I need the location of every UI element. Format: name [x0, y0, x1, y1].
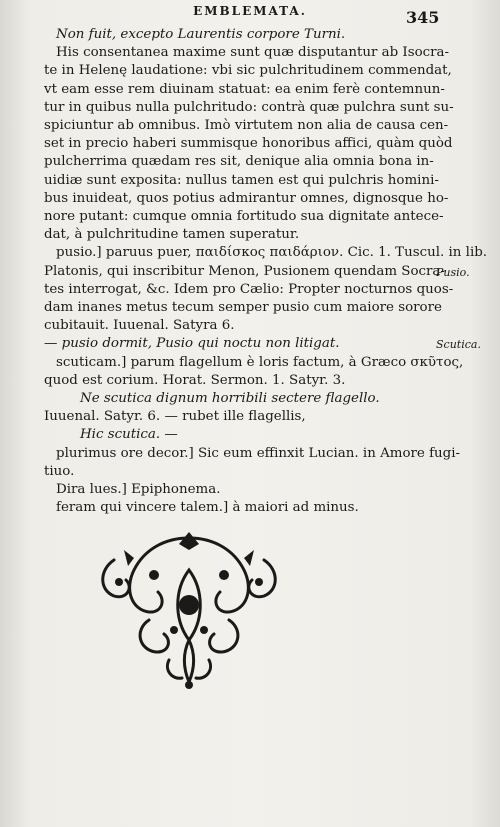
- text-line: Dira lues.] Epiphonema.: [56, 482, 221, 498]
- text-line: Platonis, qui inscribitur Menon, Pusionem quendam Socra-: [44, 263, 445, 279]
- fleuron-ornament-icon: [94, 530, 284, 690]
- margin-note: Scutica.: [436, 338, 481, 352]
- text-line: dat, à pulchritudine tamen superatur.: [44, 227, 300, 243]
- text-line: set in precio haberi summisque honoribus affici, quàm quòd: [44, 136, 453, 152]
- text-line: uidiæ sunt exposita: nullus tamen est qui pulchris homini-: [44, 172, 439, 188]
- text-line: quod est corium. Horat. Sermon. 1. Satyr. 3.: [44, 372, 346, 388]
- margin-note: Pusio.: [436, 265, 470, 279]
- text-line: Non fuit, excepto Laurentis corpore Turni.: [56, 27, 346, 42]
- text-line: tes interrogat, &c. Idem pro Cælio: Propter nocturnos quos-: [44, 281, 454, 297]
- text-line: — pusio dormit, Pusio qui noctu non litigat.: [44, 336, 340, 352]
- running-head: EMBLEMATA.: [193, 4, 307, 18]
- text-line: bus inuideat, quos potius admirantur omnes, dignosque ho-: [44, 190, 449, 206]
- text-line: vt eam esse rem diuinam statuat: ea enim ferè contemnun-: [44, 81, 445, 97]
- text-line: Ne scutica dignum horribili sectere flagello.: [80, 391, 380, 407]
- text-line: tiuo.: [44, 463, 75, 479]
- text-line: spiciuntur ab omnibus. Imò virtutem non alia de causa cen-: [44, 118, 449, 134]
- text-line: feram qui vincere talem.] à maiori ad minus.: [56, 500, 359, 516]
- text-line: scuticam.] parum flagellum è loris factum, à Græco σκῦτος,: [56, 354, 464, 370]
- text-line: cubitauit. Iuuenal. Satyra 6.: [44, 318, 235, 334]
- text-line: His consentanea maxime sunt quæ disputantur ab Isocra-: [56, 45, 450, 61]
- text-line: nore putant: cumque omnia fortitudo sua dignitate antece-: [44, 209, 444, 225]
- page-number: 345: [406, 8, 440, 27]
- text-line: pusio.] paruus puer, παιδίσκος παιδάριον. Cic. 1. Tuscul. in lib.: [56, 245, 488, 261]
- text-line: plurimus ore decor.] Sic eum effinxit Lucian. in Amore fugi-: [56, 445, 461, 461]
- text-line: Iuuenal. Satyr. 6. — rubet ille flagellis,: [44, 409, 306, 425]
- text-line: pulcherrima quædam res sit, denique alia omnia bona in-: [44, 154, 434, 170]
- text-line: Hic scutica. —: [80, 427, 178, 443]
- text-line: tur in quibus nulla pulchritudo: contrà quæ pulchra sunt su-: [44, 99, 454, 115]
- text-line: dam inanes metus tecum semper pusio cum maiore sorore: [44, 300, 442, 316]
- commentary-text: [44, 26, 488, 517]
- text-line: te in Helenę laudatione: vbi sic pulchritudinem commendat,: [44, 63, 452, 79]
